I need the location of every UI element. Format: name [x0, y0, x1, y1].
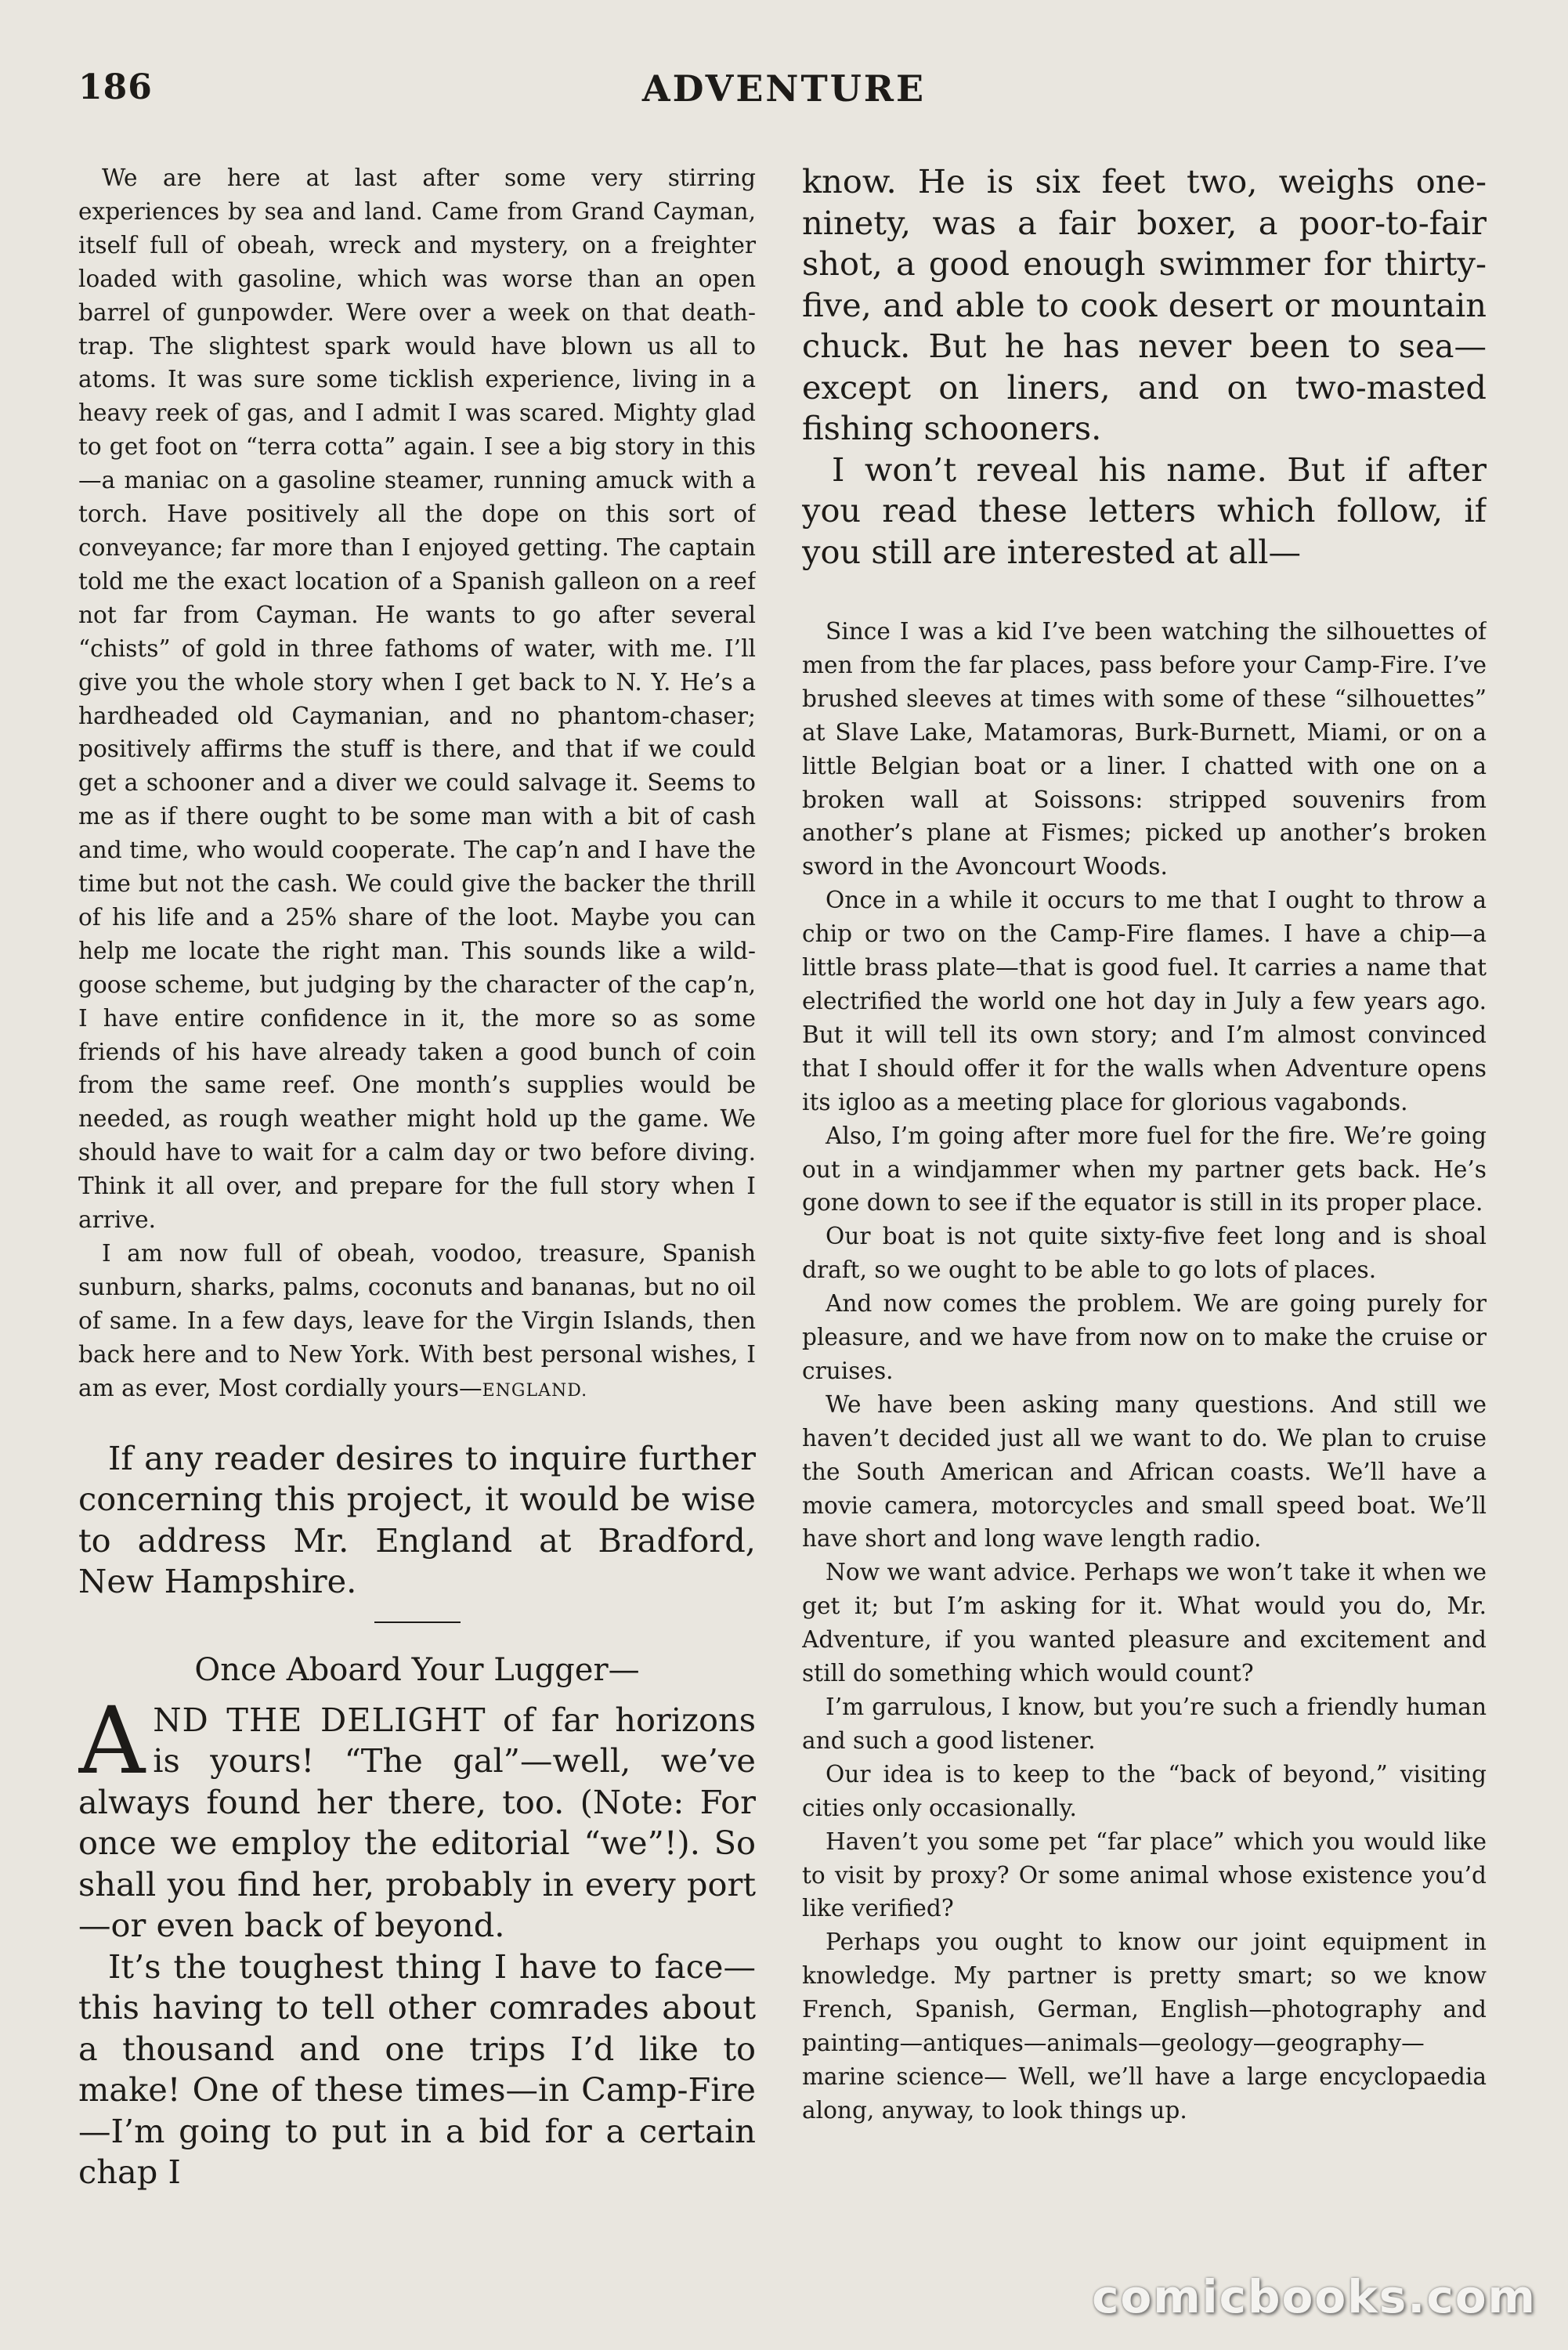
reader-letter-paragraph-10: Haven’t you some pet “far place” which you would like to visit by proxy? Or some animal whose existence you’d like verified? [802, 1828, 1487, 1922]
reader-letter-paragraph-7: Now we want advice. Perhaps we won’t take it when we get it; but I’m asking for it. What would you do, Mr. Adventure, if you wanted pleasure and excitement and still do something which would count? [802, 1559, 1487, 1687]
editor-note: If any reader desires to inquire further concerning this project, it would be wise to address Mr. England at Bradford, New Hampshire. [78, 1438, 756, 1601]
letter-paragraph-1: We are here at last after some very stirring experiences by sea and land. Came from Grand Cayman, itself full of obeah, wreck and mystery, on a freighter loaded with gasoline, which was worse than an open barrel of gunpowder. Were over a week on that death-trap. The slightest spark would have blown us all to atoms. It was sure some ticklish experience, living in a heavy reek of gas, and I admit I was scared. Mighty glad to get foot on “terra cotta” again. I see a big story in this—a maniac on a gasoline steamer, running amuck with a torch. Have positively all the dope on this sort of conveyance; far more than I enjoyed getting. The captain told me the exact location of a Spanish galleon on a reef not far from Cayman. He wants to go after several “chists” of gold in three fathoms of water, with me. I’ll give you the whole story when I get back to N. Y. He’s a hardheaded old Caymanian, and no phantom-chaser; positively affirms the stuff is there, and that if we could get a schooner and a diver we could salvage it. Seems to me as if there ought to be some man with a bit of cash and time, who would cooperate. The cap’n and I have the time but not the cash. We could give the backer the thrill of his life and a 25% share of the loot. Maybe you can help me locate the right man. This sounds like a wild-goose scheme, but judging by the character of the cap’n, I have entire confidence in it, the more so as some friends of his have already taken a good bunch of coin from the same reef. One month’s supplies would be needed, as rough weather might hold up the game. We should have to wait for a calm day or two before diving. Think it all over, and prepare for the full story when I arrive. [78, 164, 756, 1234]
editor-paragraph-4: I won’t reveal his name. But if after you read these letters which follow, if you still are interested at all— [802, 450, 1487, 571]
reader-letter-paragraph-8: I’m garrulous, I know, but you’re such a friendly human and such a good listener. [802, 1694, 1487, 1754]
letter-closing: I am now full of obeah, voodoo, treasure, Spanish sunburn, sharks, palms, coconuts and bananas, but no oil of same. In a few days, leave for the Virgin Islands, then back here and to New York. With best personal wishes, I am as ever, Most cordially yours— [78, 1240, 756, 1401]
letter-paragraph-2 [78, 1237, 756, 1408]
intro-smallcaps: ND THE DELIGHT [153, 1700, 486, 1739]
watermark-logo: comicbooks.com [1092, 2270, 1537, 2323]
drop-cap: A [78, 1686, 146, 1795]
running-head: ADVENTURE [641, 67, 927, 110]
editor-paragraph-3: know. He is six feet two, weighs one-ninety, was a fair boxer, a poor-to-fair shot, a good enough swimmer for thirty-five, and able to cook desert or mountain chuck. But he has never been to sea—except on liners, and on two-masted fishing schooners. [802, 162, 1487, 447]
reader-letter-paragraph-1: Since I was a kid I’ve been watching the silhouettes of men from the far places, pass before your Camp-Fire. I’ve brushed sleeves at times with some of these “silhouettes” at Slave Lake, Matamoras, Burk-Burnett, Miami, or on a little Belgian boat or a liner. I chatted with one on a broken wall at Soissons: stripped souvenirs from another’s plane at Fismes; picked up another’s broken sword in the Avoncourt Woods. [802, 618, 1487, 880]
reader-letter-paragraph-11: Perhaps you ought to know our joint equipment in knowledge. My partner is pretty smart; so we know French, Spanish, German, English—photography and painting—antiques—animals—geology—geography—marine science— Well, we’ll have a large encyclopaedia along, anyway, to look things up. [802, 1929, 1487, 2124]
editor-paragraph-2: It’s the toughest thing I have to face—this having to tell other comrades about a thousand and one trips I’d like to make! One of these times—in Camp-Fire—I’m going to put in a bid for a certain chap I [78, 1947, 756, 2192]
intro-text: of far horizons is yours! “The gal”—well, we’ve always found her there, too. (Note: For once we employ the editorial “we”!). So shall you find her, probably in every port—or even back of beyond. [78, 1700, 756, 1945]
section-title: Once Aboard Your Lugger— [194, 1651, 640, 1688]
letter-signature: ENGLAND. [482, 1380, 588, 1401]
reader-letter-paragraph-9: Our idea is to keep to the “back of beyond,” visiting cities only occasionally. [802, 1760, 1487, 1821]
reader-letter-paragraph-6: We have been asking many questions. And still we haven’t decided just all we want to do. We plan to cruise the South American and African coasts. We’ll have a movie camera, motorcycles and small speed boat. We’ll have short and long wave length radio. [802, 1390, 1487, 1553]
reader-letter-paragraph-2: Once in a while it occurs to me that I ought to throw a chip or two on the Camp-Fire flames. I have a chip—a little brass plate—that is good fuel. It carries a name that electrified the world one hot day in July a few years ago. But it will tell its own story; and I’m almost convinced that I should offer it for the walls when Adventure opens its igloo as a meeting place for glorious vagabonds. [802, 887, 1487, 1115]
section-divider [374, 1622, 461, 1623]
right-column [802, 161, 1487, 2276]
intro-paragraph [78, 1686, 756, 1947]
left-column [78, 161, 756, 2276]
page-number: 186 [78, 67, 153, 107]
reader-letter-paragraph-4: Our boat is not quite sixty-five feet long and is shoal draft, so we ought to be able to go lots of places. [802, 1223, 1487, 1284]
reader-letter-paragraph-5: And now comes the problem. We are going purely for pleasure, and we have from now on to make the cruise or cruises. [802, 1290, 1487, 1384]
reader-letter-paragraph-3: Also, I’m going after more fuel for the fire. We’re going out in a windjammer when my partner gets back. He’s gone down to see if the equator is still in its proper place. [802, 1122, 1487, 1217]
